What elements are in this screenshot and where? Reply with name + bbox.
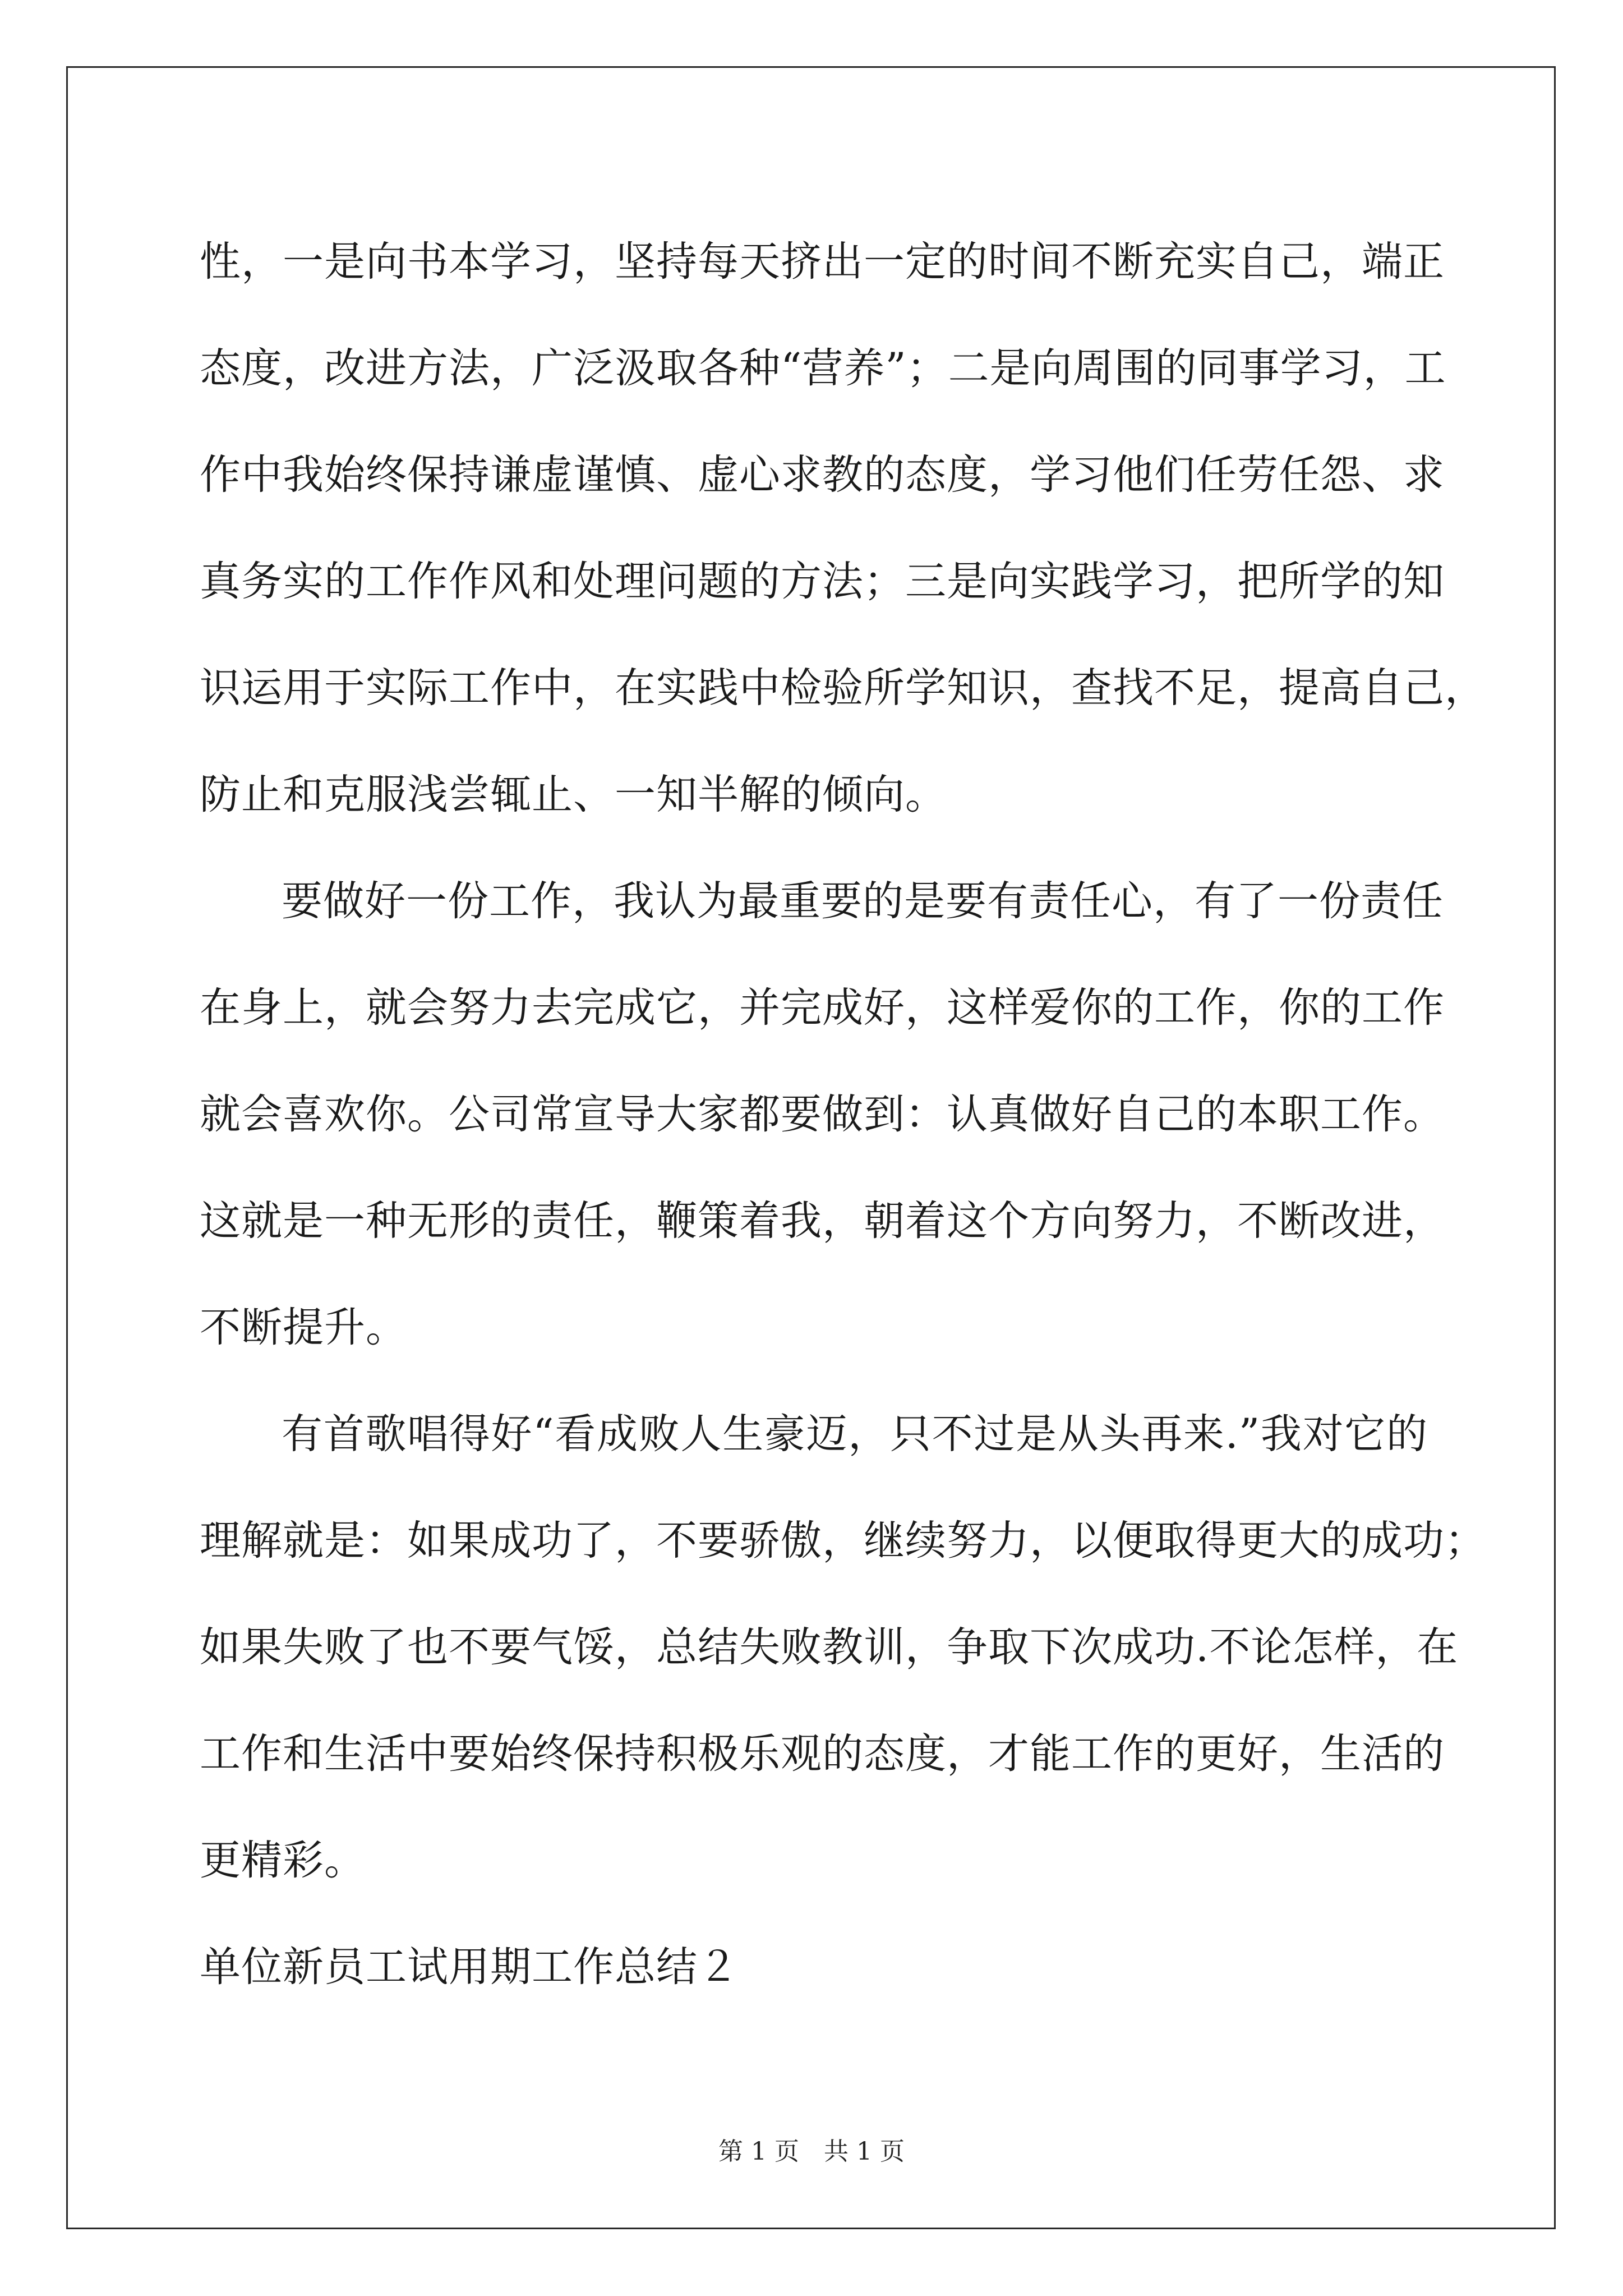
text-line: 如果失败了也不要气馁，总结失败教训，争取下次成功.不论怎样，在 [200,1623,1459,1671]
page-number-footer: 第 1 页 共 1 页 [718,2137,905,2166]
text-line: 防止和克服浅尝辄止、一知半解的倾向。 [200,771,947,818]
text-line: 识运用于实际工作中，在实践中检验所学知识，查找不足，提高自己， [200,664,1486,712]
text-line: 真务实的工作作风和处理问题的方法；三是向实践学习，把所学的知 [200,558,1445,605]
text-line: 有首歌唱得好“看成败人生豪迈，只不过是从头再来.”我对它的 [282,1410,1428,1458]
text-line: 态度，改进方法，广泛汲取各种“营养”；二是向周围的同事学习，工 [200,344,1446,392]
document-body [200,209,1486,2021]
text-line: 就会喜欢你。公司常宣导大家都要做到：认真做好自己的本职工作。 [200,1091,1445,1138]
text-line: 不断提升。 [200,1304,407,1351]
text-line: 在身上，就会努力去完成它，并完成好，这样爱你的工作，你的工作 [200,984,1445,1032]
text-line: 理解就是：如果成功了，不要骄傲，继续努力，以便取得更大的成功； [200,1517,1486,1565]
text-line: 作中我始终保持谦虚谨慎、虚心求教的态度，学习他们任劳任怨、求 [200,451,1445,499]
text-line: 工作和生活中要始终保持积极乐观的态度，才能工作的更好，生活的 [200,1730,1445,1778]
text-line: 单位新员工试用期工作总结２ [200,1943,739,1991]
text-line: 这就是一种无形的责任，鞭策着我，朝着这个方向努力，不断改进， [200,1197,1445,1245]
text-line: 要做好一份工作，我认为最重要的是要有责任心，有了一份责任 [282,877,1444,925]
text-line: 更精彩。 [200,1837,366,1884]
text-line: 性，一是向书本学习，坚持每天挤出一定的时间不断充实自己，端正 [200,238,1445,286]
